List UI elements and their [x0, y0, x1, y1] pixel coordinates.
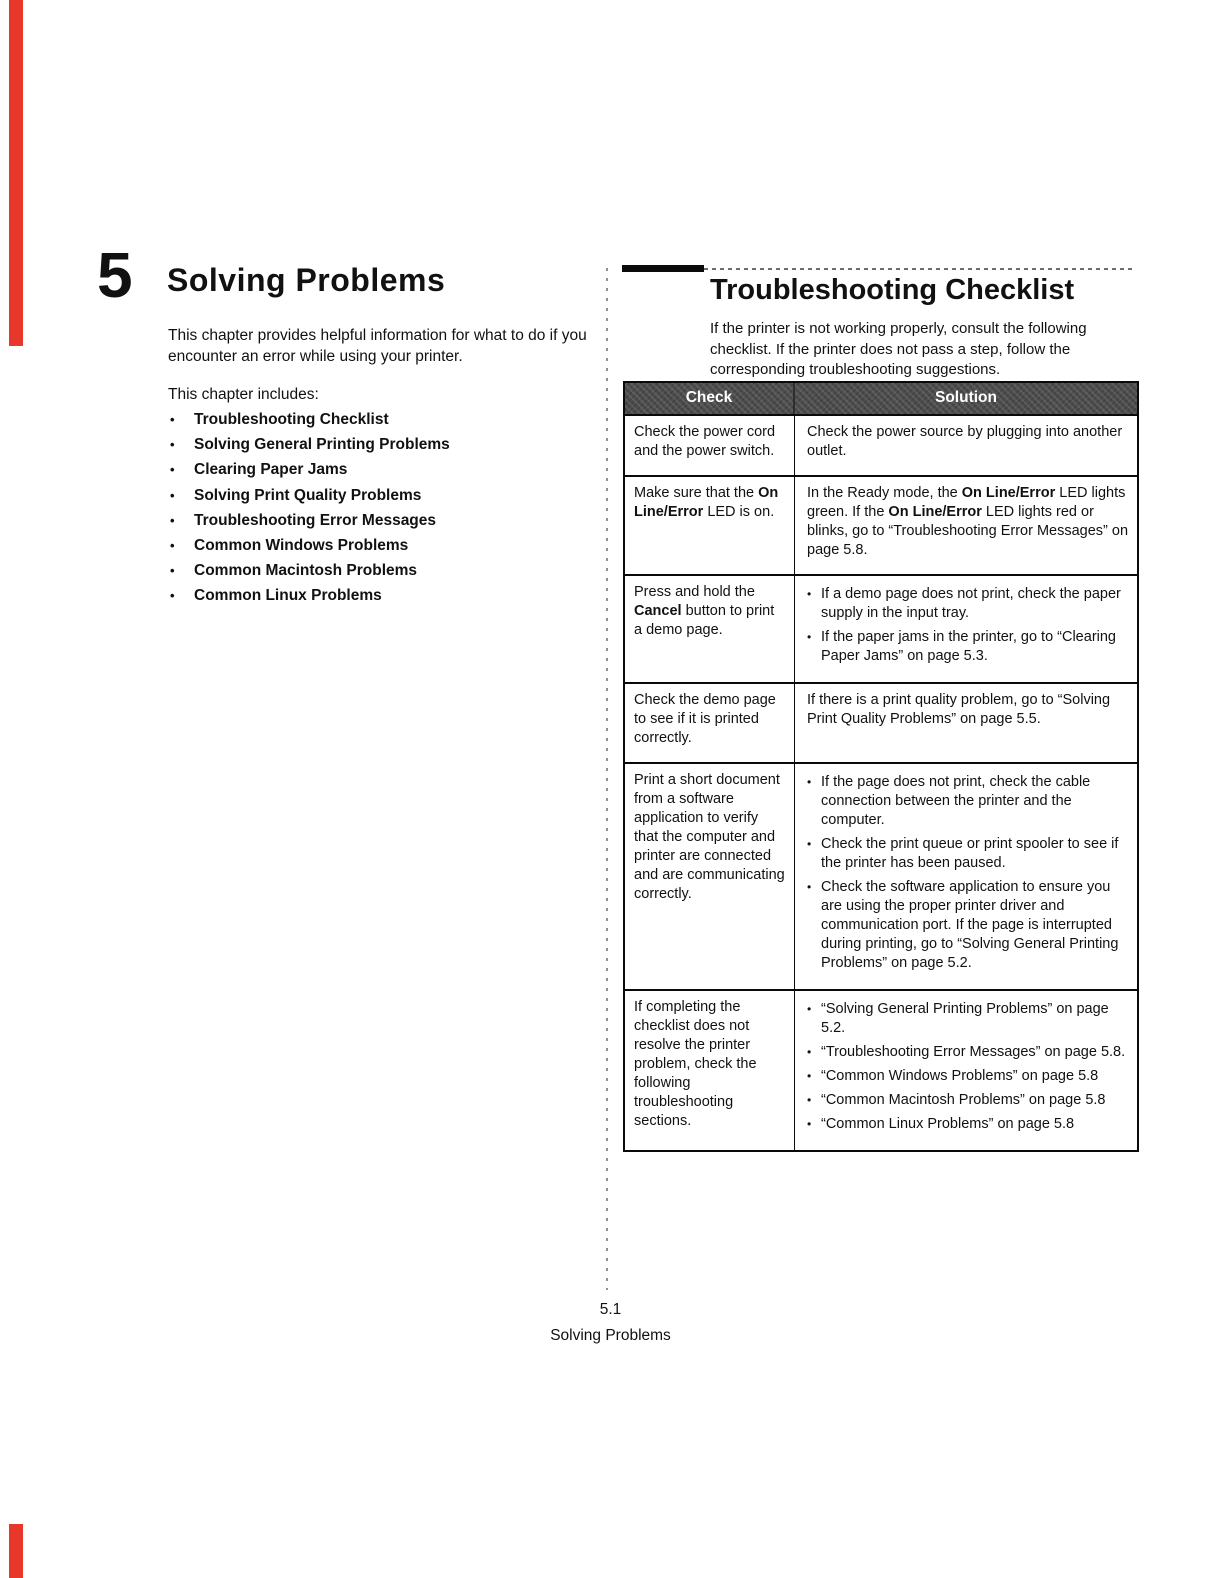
table-row	[625, 682, 1137, 762]
bullet-icon: •	[807, 587, 812, 601]
table-row	[625, 414, 1137, 475]
table-header-solution: Solution	[935, 389, 997, 406]
cell-text-content: Print a short document from a software application to verify that the computer and printer are connected and are communicating correctly.	[634, 772, 785, 902]
toc-item-label: Troubleshooting Error Messages	[194, 511, 437, 529]
cell-text-content: If completing the checklist does not resolve the printer problem, check the following troubleshooting sections.	[634, 999, 757, 1129]
check-cell	[625, 764, 795, 989]
page-edge-tab-top	[9, 0, 23, 346]
chapter-title: Solving Problems	[167, 262, 446, 298]
table-row	[625, 574, 1137, 682]
bullet-icon: •	[807, 1045, 812, 1059]
chapter-includes-label: This chapter includes:	[168, 386, 319, 403]
cell-text	[807, 423, 1129, 461]
toc-item-label: Troubleshooting Checklist	[194, 411, 389, 428]
cell-text	[807, 691, 1129, 729]
cell-text-content: Check the demo page to see if it is printed correctly.	[634, 692, 776, 746]
table-header-row	[625, 383, 1137, 414]
cell-text-content: “Common Macintosh Problems” on page 5.8	[821, 1092, 1106, 1108]
cell-text	[634, 583, 786, 640]
cell-bullet-item	[807, 1043, 1129, 1062]
table-row	[625, 762, 1137, 989]
toc-item-label: Solving General Printing Problems	[194, 436, 450, 454]
cell-text-content: Check the software application to ensure you are using the proper printer driver and communication port. If the page is interrupted during printing, go to “Solving General Printing Problems” on page 5.2.	[821, 879, 1119, 971]
bullet-icon: •	[170, 563, 175, 579]
cell-text-content: If the page does not print, check the cable connection between the printer and the computer.	[821, 774, 1091, 828]
bullet-icon: •	[170, 588, 175, 604]
cell-text	[634, 998, 786, 1131]
bullet-icon: •	[807, 1069, 812, 1083]
bullet-icon: •	[807, 880, 812, 894]
cell-text	[634, 771, 786, 904]
column-divider	[606, 268, 608, 1290]
chapter-number: 5	[97, 239, 132, 311]
solution-cell	[795, 764, 1137, 989]
toc-item	[170, 587, 610, 612]
toc-item-label: Clearing Paper Jams	[194, 461, 348, 479]
troubleshooting-table	[623, 381, 1139, 1152]
cell-text	[634, 484, 786, 522]
toc-item	[170, 512, 610, 537]
check-cell	[625, 416, 795, 475]
cell-text-content: “Common Windows Problems” on page 5.8	[821, 1068, 1099, 1084]
cell-bullet-item	[807, 628, 1129, 666]
chapter-toc	[170, 411, 610, 613]
footer-page-number: 5.1	[599, 1301, 622, 1318]
table-row	[625, 989, 1137, 1150]
bullet-icon: •	[807, 1002, 812, 1016]
check-cell	[625, 477, 795, 574]
table-body	[625, 414, 1137, 1150]
solution-cell	[795, 477, 1137, 574]
bullet-icon: •	[170, 437, 175, 453]
bullet-icon: •	[170, 537, 175, 553]
bullet-icon: •	[807, 775, 812, 789]
footer-title: Solving Problems	[550, 1327, 671, 1344]
cell-bullet-item	[807, 585, 1129, 623]
cell-bullet-item	[807, 1000, 1129, 1038]
toc-item	[170, 562, 610, 587]
toc-item	[170, 411, 610, 436]
cell-text	[807, 484, 1129, 560]
solution-cell	[795, 991, 1137, 1150]
section-title: Troubleshooting Checklist	[710, 274, 1075, 306]
cell-bullet-item	[807, 1115, 1129, 1134]
table-row	[625, 475, 1137, 574]
cell-bullet-item	[807, 773, 1129, 830]
section-intro: If the printer is not working properly, consult the following checklist. If the printer does not pass a step, follow the corresponding troubleshooting suggestions.	[710, 320, 1087, 378]
bullet-icon: •	[807, 630, 812, 644]
section-rule	[622, 265, 1136, 274]
cell-bullet-item	[807, 878, 1129, 973]
check-cell	[625, 576, 795, 682]
toc-item-label: Common Linux Problems	[194, 587, 382, 605]
toc-item	[170, 436, 610, 461]
bullet-icon: •	[170, 512, 175, 528]
cell-text-content: Check the power cord and the power switch.	[634, 424, 776, 459]
check-cell	[625, 684, 795, 762]
bullet-icon: •	[170, 412, 175, 427]
cell-bullet-item	[807, 1091, 1129, 1110]
bullet-icon: •	[170, 462, 175, 478]
table-header-check: Check	[625, 383, 795, 414]
solution-cell	[795, 576, 1137, 682]
toc-item	[170, 537, 610, 562]
cell-text-content: Check the print queue or print spooler to see if the printer has been paused.	[821, 836, 1119, 871]
cell-text-content: “Troubleshooting Error Messages” on page 5.8.	[821, 1044, 1126, 1060]
cell-text-content: Check the power source by plugging into another outlet.	[807, 424, 1123, 459]
cell-text-content: Press and hold the Cancel button to print a demo page.	[634, 584, 775, 638]
cell-text-content: “Common Linux Problems” on page 5.8	[821, 1116, 1075, 1132]
check-cell	[625, 991, 795, 1150]
solution-cell	[795, 416, 1137, 475]
cell-text-content: In the Ready mode, the On Line/Error LED lights green. If the On Line/Error LED lights red or blinks, go to “Troubleshooting Error Messages” on page 5.8.	[807, 485, 1129, 558]
bullet-icon: •	[807, 1117, 812, 1131]
solution-cell	[795, 684, 1137, 762]
toc-item-label: Common Windows Problems	[194, 536, 409, 554]
cell-text-content: If a demo page does not print, check the paper supply in the input tray.	[821, 586, 1121, 621]
cell-bullet-item	[807, 1067, 1129, 1086]
chapter-intro: This chapter provides helpful information for what to do if you encounter an error while using your printer.	[168, 327, 587, 365]
cell-text-content: If the paper jams in the printer, go to “Clearing Paper Jams” on page 5.3.	[821, 629, 1116, 664]
bullet-icon: •	[807, 1093, 812, 1107]
page-footer	[0, 1300, 1221, 1346]
toc-item	[170, 487, 610, 512]
cell-text	[634, 691, 786, 748]
toc-item-label: Common Macintosh Problems	[194, 562, 418, 580]
toc-item	[170, 461, 610, 486]
cell-text-content: “Solving General Printing Problems” on page 5.2.	[821, 1001, 1109, 1036]
bullet-icon: •	[807, 837, 812, 851]
page-edge-tab-bottom	[9, 1524, 23, 1578]
cell-text	[634, 423, 786, 461]
section-rule-dashes	[704, 268, 1136, 270]
toc-item-label: Solving Print Quality Problems	[194, 486, 422, 504]
section-rule-bar	[622, 265, 704, 272]
bullet-icon: •	[170, 487, 175, 503]
cell-text-content: Make sure that the On Line/Error LED is on.	[634, 485, 779, 520]
cell-bullet-item	[807, 835, 1129, 873]
cell-text-content: If there is a print quality problem, go to “Solving Print Quality Problems” on page 5.5.	[807, 692, 1111, 727]
